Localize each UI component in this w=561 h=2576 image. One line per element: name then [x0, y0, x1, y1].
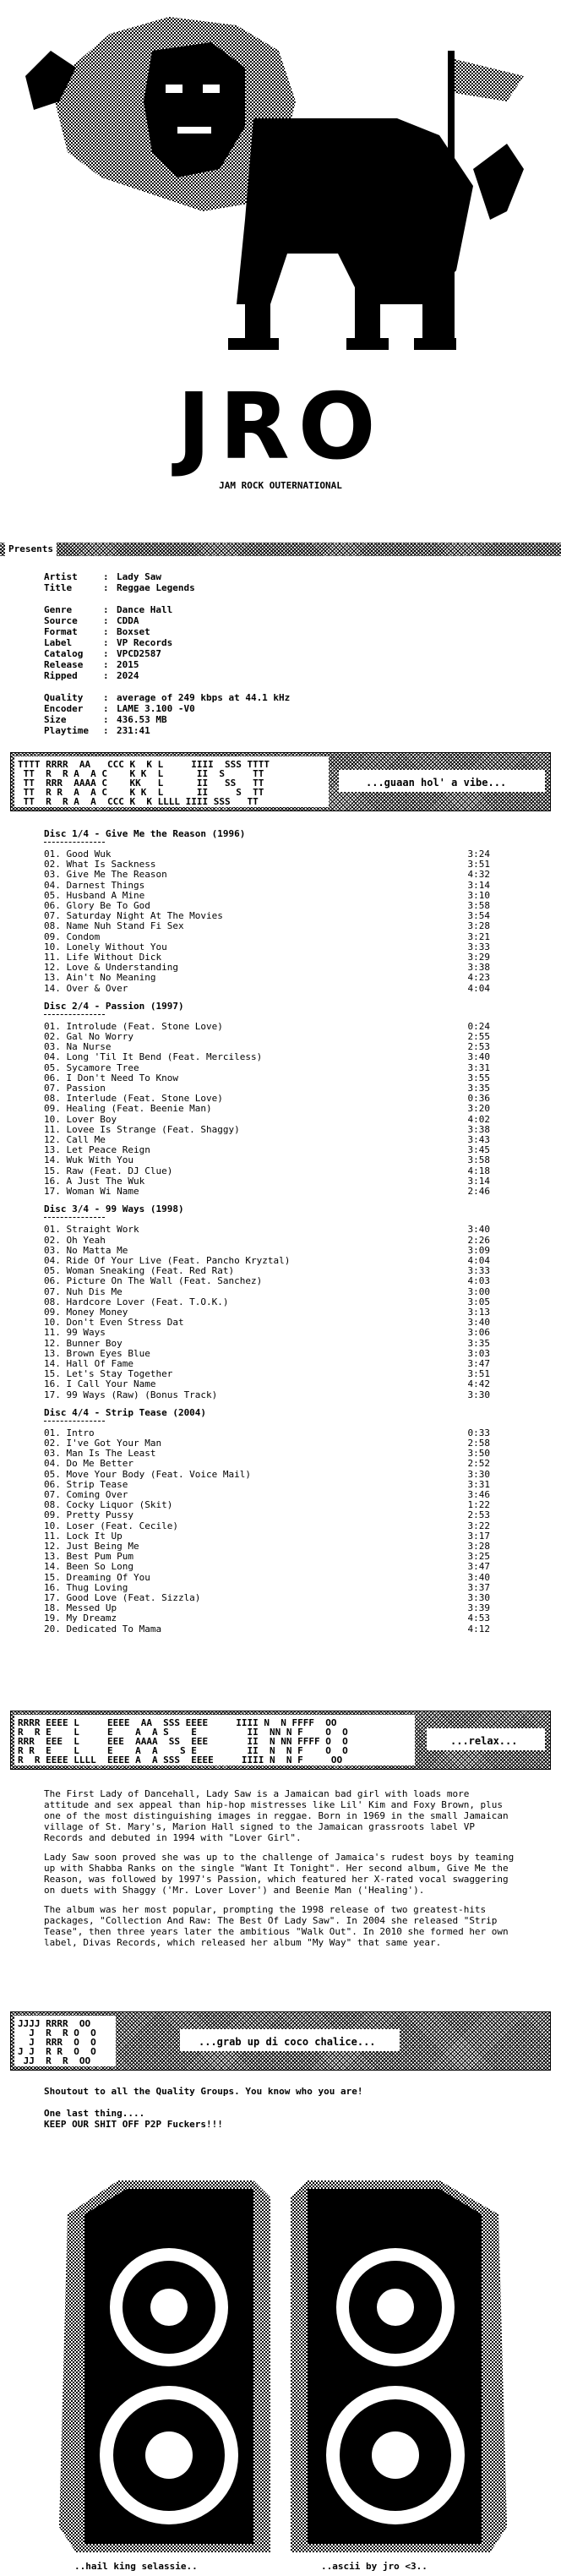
track-name: 08. Hardcore Lover (Feat. T.O.K.) [44, 1296, 229, 1307]
track-name: 10. Lover Boy [44, 1113, 117, 1125]
info-value: Reggae Legends [117, 582, 195, 593]
info-key [44, 681, 103, 692]
track-row [44, 1187, 490, 1197]
track-name: 01. Straight Work [44, 1224, 139, 1236]
track-duration: 3:58 [467, 900, 490, 912]
presents-bar [0, 543, 561, 556]
track-duration: 3:35 [467, 1337, 490, 1349]
info-separator: : [103, 626, 115, 637]
tracklist [44, 821, 517, 1635]
track-name: 06. Glory Be To God [44, 900, 150, 912]
track-name: 07. Coming Over [44, 1488, 128, 1500]
track-duration: 3:03 [467, 1347, 490, 1359]
track-name: 02. I've Got Your Man [44, 1437, 162, 1449]
info-key: Size [44, 714, 67, 725]
track-duration: 3:51 [467, 859, 490, 870]
info-separator: : [103, 648, 115, 659]
info-value: Boxset [117, 626, 150, 637]
info-value: 2024 [117, 670, 139, 681]
track-name: 09. Healing (Feat. Beenie Man) [44, 1103, 212, 1115]
info-value: VPCD2587 [117, 648, 161, 659]
track-name: 04. Darnest Things [44, 879, 145, 891]
track-name: 07. Passion [44, 1083, 106, 1094]
disc-underline [44, 1421, 105, 1422]
banner-release-info-ascii: RRRR EEEE L EEEE AA SSS EEEE IIII N N FFFF OO R R E L E A A S E II NN N F O O RRR EEE L EEE AAAA SS EEE II N NN FFFF O O R R E L E A A S E II N N F O O R R EEEE LLLL EEEE A A SSS EEEE IIII N N F OO [18, 1717, 348, 1766]
track-row [44, 973, 490, 983]
track-row [44, 1613, 490, 1624]
track-duration: 0:33 [467, 1427, 490, 1438]
info-key: Source [44, 615, 78, 626]
info-separator: : [103, 725, 115, 736]
track-duration: 3:14 [467, 1175, 490, 1187]
track-name: 01. Introlude (Feat. Stone Love) [44, 1020, 223, 1032]
info-row [44, 648, 517, 659]
track-name: 19. My Dreamz [44, 1613, 117, 1624]
info-key: Title [44, 582, 73, 593]
track-name: 11. Life Without Dick [44, 952, 162, 963]
track-name: 10. Lonely Without You [44, 941, 167, 952]
info-key: Genre [44, 604, 73, 615]
info-value: average of 249 kbps at 44.1 kHz [117, 692, 291, 703]
track-duration: 3:30 [467, 1389, 490, 1400]
track-name: 08. Interlude (Feat. Stone Love) [44, 1093, 223, 1105]
track-duration: 3:54 [467, 910, 490, 922]
outro-warning: KEEP OUR SHIT OFF P2P Fuckers!!! [44, 2119, 223, 2130]
info-key: Catalog [44, 648, 84, 659]
track-name: 15. Let's Stay Together [44, 1368, 173, 1380]
info-separator [103, 681, 117, 692]
track-duration: 3:40 [467, 1224, 490, 1236]
bio-paragraph-3: The album was her most popular, prompting the 1998 release of two greatest-hits packages, "Collection And Raw: The Best Of Lady Saw". In 2004 she released "Strip Tease", then three years later the ambitious "Walk Out". In 2010 she formed her own label, Divas Records, which released her album "My Way" that same year. [44, 1904, 509, 1948]
track-name: 16. A Just The Wuk [44, 1175, 145, 1187]
logo-text: JRO [177, 374, 384, 480]
track-row [44, 1339, 490, 1349]
info-row [44, 692, 517, 703]
info-value: Lady Saw [117, 571, 161, 582]
track-duration: 2:26 [467, 1234, 490, 1246]
track-row [44, 1073, 490, 1083]
bio [44, 1788, 517, 1957]
track-name: 02. Gal No Worry [44, 1031, 133, 1043]
track-name: 05. Sycamore Tree [44, 1062, 139, 1073]
track-name: 03. Give Me The Reason [44, 869, 167, 881]
track-name: 12. Bunner Boy [44, 1337, 123, 1349]
footer-right-caption: ..ascii by jro <3.. [321, 2561, 428, 2572]
track-row [44, 932, 490, 942]
track-name: 04. Do Me Better [44, 1458, 133, 1470]
track-duration: 4:04 [467, 1254, 490, 1266]
track-row [44, 1052, 490, 1062]
track-name: 02. What Is Sackness [44, 859, 156, 870]
info-key: Quality [44, 692, 84, 703]
track-name: 20. Dedicated To Mama [44, 1623, 162, 1635]
track-row [44, 1125, 490, 1135]
track-duration: 4:53 [467, 1613, 490, 1624]
track-duration: 3:47 [467, 1561, 490, 1573]
track-row [44, 984, 490, 994]
track-duration: 4:42 [467, 1378, 490, 1390]
info-separator: : [103, 659, 115, 670]
track-duration: 3:33 [467, 941, 490, 952]
footer-left-caption: ..hail king selassie.. [74, 2561, 198, 2572]
speakers-ascii-art [0, 2164, 561, 2561]
track-name: 11. Lock It Up [44, 1530, 123, 1542]
track-duration: 1:22 [467, 1499, 490, 1511]
track-duration: 3:13 [467, 1306, 490, 1318]
track-duration: 3:51 [467, 1368, 490, 1380]
track-row [44, 1318, 490, 1328]
track-name: 05. Woman Sneaking (Feat. Red Rat) [44, 1265, 235, 1277]
presents-label: Presents [5, 543, 57, 556]
track-row [44, 1287, 490, 1297]
track-duration: 3:47 [467, 1357, 490, 1369]
track-duration: 3:30 [467, 1592, 490, 1603]
track-row [44, 1379, 490, 1389]
track-row [44, 1032, 490, 1042]
track-duration: 4:32 [467, 869, 490, 881]
track-row [44, 1225, 490, 1235]
track-duration: 3:33 [467, 1265, 490, 1277]
track-duration: 3:22 [467, 1520, 490, 1531]
track-name: 16. I Call Your Name [44, 1378, 156, 1390]
track-name: 17. Good Love (Feat. Sizzla) [44, 1592, 201, 1603]
track-duration: 4:23 [467, 972, 490, 984]
track-duration: 3:20 [467, 1103, 490, 1115]
info-key [44, 593, 103, 604]
track-name: 10. Don't Even Stress Dat [44, 1317, 184, 1329]
info-value: 231:41 [117, 725, 150, 736]
track-duration: 2:55 [467, 1031, 490, 1043]
track-row [44, 1104, 490, 1114]
track-duration: 2:53 [467, 1041, 490, 1053]
track-name: 07. Saturday Night At The Movies [44, 910, 223, 922]
info-separator: : [103, 604, 115, 615]
track-name: 12. Love & Understanding [44, 962, 178, 974]
track-name: 17. Woman Wi Name [44, 1186, 139, 1198]
info-row [44, 626, 517, 637]
info-value: Dance Hall [117, 604, 173, 615]
track-duration: 2:58 [467, 1437, 490, 1449]
track-name: 11. Lovee Is Strange (Feat. Shaggy) [44, 1123, 240, 1135]
track-duration: 4:12 [467, 1623, 490, 1635]
track-duration: 4:02 [467, 1113, 490, 1125]
track-duration: 3:31 [467, 1062, 490, 1073]
track-row [44, 1510, 490, 1520]
track-name: 14. Been So Long [44, 1561, 133, 1573]
track-duration: 3:31 [467, 1478, 490, 1490]
track-name: 16. Thug Loving [44, 1581, 128, 1593]
track-row [44, 881, 490, 891]
track-name: 14. Hall Of Fame [44, 1357, 133, 1369]
track-name: 08. Name Nuh Stand Fi Sex [44, 920, 184, 932]
track-duration: 3:00 [467, 1285, 490, 1297]
track-duration: 3:45 [467, 1144, 490, 1156]
info-separator: : [103, 703, 115, 714]
bio-paragraph-1: The First Lady of Dancehall, Lady Saw is a Jamaican bad girl with loads more attitude and sex appeal than hip-hop mistresses like Lil' Kim and Foxy Brown, plus one of the most distinguishing images in reggae. Born in 1969 in the small Jamaican village of St. Mary's, Marion Hall signed to the Jamaican grassroots label VP Records and debuted in 1994 with "Lover Girl". [44, 1788, 509, 1843]
disc-title: Disc 4/4 - Strip Tease (2004) [44, 1406, 207, 1418]
track-duration: 3:37 [467, 1581, 490, 1593]
track-duration: 3:43 [467, 1134, 490, 1146]
info-row [44, 637, 517, 648]
track-name: 06. I Don't Need To Know [44, 1072, 178, 1083]
track-name: 03. Man Is The Least [44, 1448, 156, 1460]
track-row [44, 1328, 490, 1338]
track-row [44, 1390, 490, 1400]
track-name: 01. Intro [44, 1427, 95, 1438]
track-duration: 2:53 [467, 1509, 490, 1521]
info-separator: : [103, 571, 115, 582]
track-duration: 3:40 [467, 1051, 490, 1063]
banner-release-info [10, 1711, 551, 1770]
track-row [44, 1276, 490, 1286]
track-name: 04. Long 'Til It Bend (Feat. Merciless) [44, 1051, 263, 1063]
track-duration: 3:05 [467, 1296, 490, 1307]
track-name: 13. Best Pum Pum [44, 1551, 133, 1563]
track-name: 11. 99 Ways [44, 1327, 106, 1339]
track-name: 14. Wuk With You [44, 1154, 133, 1166]
track-duration: 0:24 [467, 1020, 490, 1032]
info-separator: : [103, 615, 115, 626]
track-name: 15. Raw (Feat. DJ Clue) [44, 1165, 173, 1176]
info-value: 2015 [117, 659, 139, 670]
track-name: 09. Money Money [44, 1306, 128, 1318]
info-row [44, 725, 517, 736]
track-name: 15. Dreaming Of You [44, 1571, 150, 1583]
track-name: 03. Na Nurse [44, 1041, 112, 1053]
disc-underline [44, 842, 105, 843]
track-name: 07. Nuh Dis Me [44, 1285, 123, 1297]
info-row [44, 593, 517, 604]
track-duration: 3:35 [467, 1083, 490, 1094]
track-row [44, 870, 490, 880]
info-row [44, 571, 517, 582]
track-duration: 4:18 [467, 1165, 490, 1176]
track-name: 13. Ain't No Meaning [44, 972, 156, 984]
release-info [44, 571, 517, 736]
info-separator: : [103, 582, 115, 593]
info-separator: : [103, 714, 115, 725]
track-name: 17. 99 Ways (Raw) (Bonus Track) [44, 1389, 218, 1400]
track-duration: 3:29 [467, 952, 490, 963]
track-name: 18. Messed Up [44, 1602, 117, 1614]
logo-subtitle: JAM ROCK OUTERNATIONAL [219, 480, 342, 491]
track-duration: 3:14 [467, 879, 490, 891]
track-duration: 3:58 [467, 1154, 490, 1166]
track-name: 05. Husband A Mine [44, 889, 145, 901]
track-row [44, 1573, 490, 1583]
banner-tracklist-text: ...guaan hol' a vibe... [366, 777, 507, 789]
info-row [44, 714, 517, 725]
banner-jro [10, 2011, 551, 2071]
info-separator: : [103, 637, 115, 648]
track-duration: 3:55 [467, 1072, 490, 1083]
disc-title: Disc 2/4 - Passion (1997) [44, 1000, 184, 1012]
track-name: 05. Move Your Body (Feat. Voice Mail) [44, 1468, 252, 1480]
info-key: Format [44, 626, 78, 637]
banner-tracklist [10, 752, 551, 811]
outro-last-thing: One last thing.... [44, 2108, 145, 2119]
disc-underline [44, 1217, 105, 1218]
track-name: 09. Condom [44, 931, 101, 942]
banner-jro-text: ...grab up di coco chalice... [199, 2036, 376, 2048]
info-row [44, 615, 517, 626]
outro-shoutout: Shoutout to all the Quality Groups. You know who you are! [44, 2086, 363, 2097]
info-value: VP Records [117, 637, 173, 648]
track-duration: 3:38 [467, 1123, 490, 1135]
info-value: LAME 3.100 -V0 [117, 703, 195, 714]
info-row [44, 604, 517, 615]
disc-underline [44, 1014, 105, 1015]
jro-logo [0, 374, 561, 491]
track-name: 06. Picture On The Wall (Feat. Sanchez) [44, 1275, 263, 1287]
track-duration: 2:46 [467, 1186, 490, 1198]
track-name: 13. Let Peace Reign [44, 1144, 150, 1156]
info-separator: : [103, 670, 115, 681]
info-key: Playtime [44, 725, 89, 736]
info-key: Encoder [44, 703, 84, 714]
banner-tracklist-ascii: TTTT RRRR AA CCC K K L IIII SSS TTTT TT R R A A C K K L II S TT TT RRR AAAA C KK L II SS TT TT R R A A C K K L II S TT TT R R A A CCC K K LLLL IIII SSS TT [18, 759, 270, 807]
track-duration: 3:50 [467, 1448, 490, 1460]
track-duration: 3:09 [467, 1244, 490, 1256]
track-duration: 3:40 [467, 1317, 490, 1329]
track-duration: 3:21 [467, 931, 490, 942]
track-duration: 3:06 [467, 1327, 490, 1339]
lion-ascii-art [0, 0, 561, 397]
info-separator: : [103, 692, 115, 703]
track-name: 08. Cocky Liquor (Skit) [44, 1499, 173, 1511]
track-row [44, 1459, 490, 1469]
track-duration: 3:38 [467, 962, 490, 974]
track-row [44, 921, 490, 931]
track-row [44, 1562, 490, 1572]
track-duration: 4:04 [467, 982, 490, 994]
track-name: 10. Loser (Feat. Cecile) [44, 1520, 178, 1531]
track-duration: 3:24 [467, 849, 490, 860]
bio-paragraph-2: Lady Saw soon proved she was up to the challenge of Jamaica's rudest boys by teaming up with Shabba Ranks on the single "Want It Tonight". Her second album, Give Me the Reason, was followed by 1997's Passion, which featured her X-rated vocal swaggering on duets with Shaggy ('Mr. Lover Lover') and Beenie Man ('Healing'). [44, 1852, 515, 1896]
track-name: 01. Good Wuk [44, 849, 112, 860]
track-row [44, 1236, 490, 1246]
track-name: 02. Oh Yeah [44, 1234, 106, 1246]
track-row [44, 1155, 490, 1165]
track-duration: 0:36 [467, 1093, 490, 1105]
track-name: 09. Pretty Pussy [44, 1509, 133, 1521]
track-duration: 3:30 [467, 1468, 490, 1480]
info-key: Artist [44, 571, 78, 582]
track-name: 03. No Matta Me [44, 1244, 128, 1256]
track-row [44, 1521, 490, 1531]
track-name: 04. Ride Of Your Live (Feat. Pancho Kryztal) [44, 1254, 291, 1266]
track-duration: 4:03 [467, 1275, 490, 1287]
info-row [44, 582, 517, 593]
track-duration: 3:28 [467, 920, 490, 932]
disc-title: Disc 3/4 - 99 Ways (1998) [44, 1203, 184, 1215]
track-name: 06. Strip Tease [44, 1478, 128, 1490]
track-row [44, 1624, 490, 1635]
banner-jro-ascii: JJJJ RRRR OO J R R O O J RRR O O J J R R O O JJ R R OO [18, 2018, 96, 2066]
track-duration: 3:40 [467, 1571, 490, 1583]
info-key: Release [44, 659, 84, 670]
track-row [44, 1470, 490, 1480]
track-name: 12. Just Being Me [44, 1540, 139, 1552]
track-duration: 3:25 [467, 1551, 490, 1563]
track-name: 13. Brown Eyes Blue [44, 1347, 150, 1359]
banner-release-info-text: ...relax... [450, 1735, 518, 1747]
track-duration: 2:52 [467, 1458, 490, 1470]
track-duration: 3:17 [467, 1530, 490, 1542]
disc-title: Disc 1/4 - Give Me the Reason (1996) [44, 828, 246, 839]
info-row [44, 659, 517, 670]
info-value: CDDA [117, 615, 139, 626]
track-name: 14. Over & Over [44, 982, 128, 994]
track-name: 12. Call Me [44, 1134, 106, 1146]
info-row [44, 703, 517, 714]
outro [44, 2086, 517, 2130]
info-row [44, 670, 517, 681]
track-duration: 3:28 [467, 1540, 490, 1552]
info-value: 436.53 MB [117, 714, 167, 725]
info-key: Ripped [44, 670, 78, 681]
track-duration: 3:39 [467, 1602, 490, 1614]
info-row [44, 681, 517, 692]
track-duration: 3:10 [467, 889, 490, 901]
info-separator [103, 593, 117, 604]
track-duration: 3:46 [467, 1488, 490, 1500]
info-key: Label [44, 637, 73, 648]
